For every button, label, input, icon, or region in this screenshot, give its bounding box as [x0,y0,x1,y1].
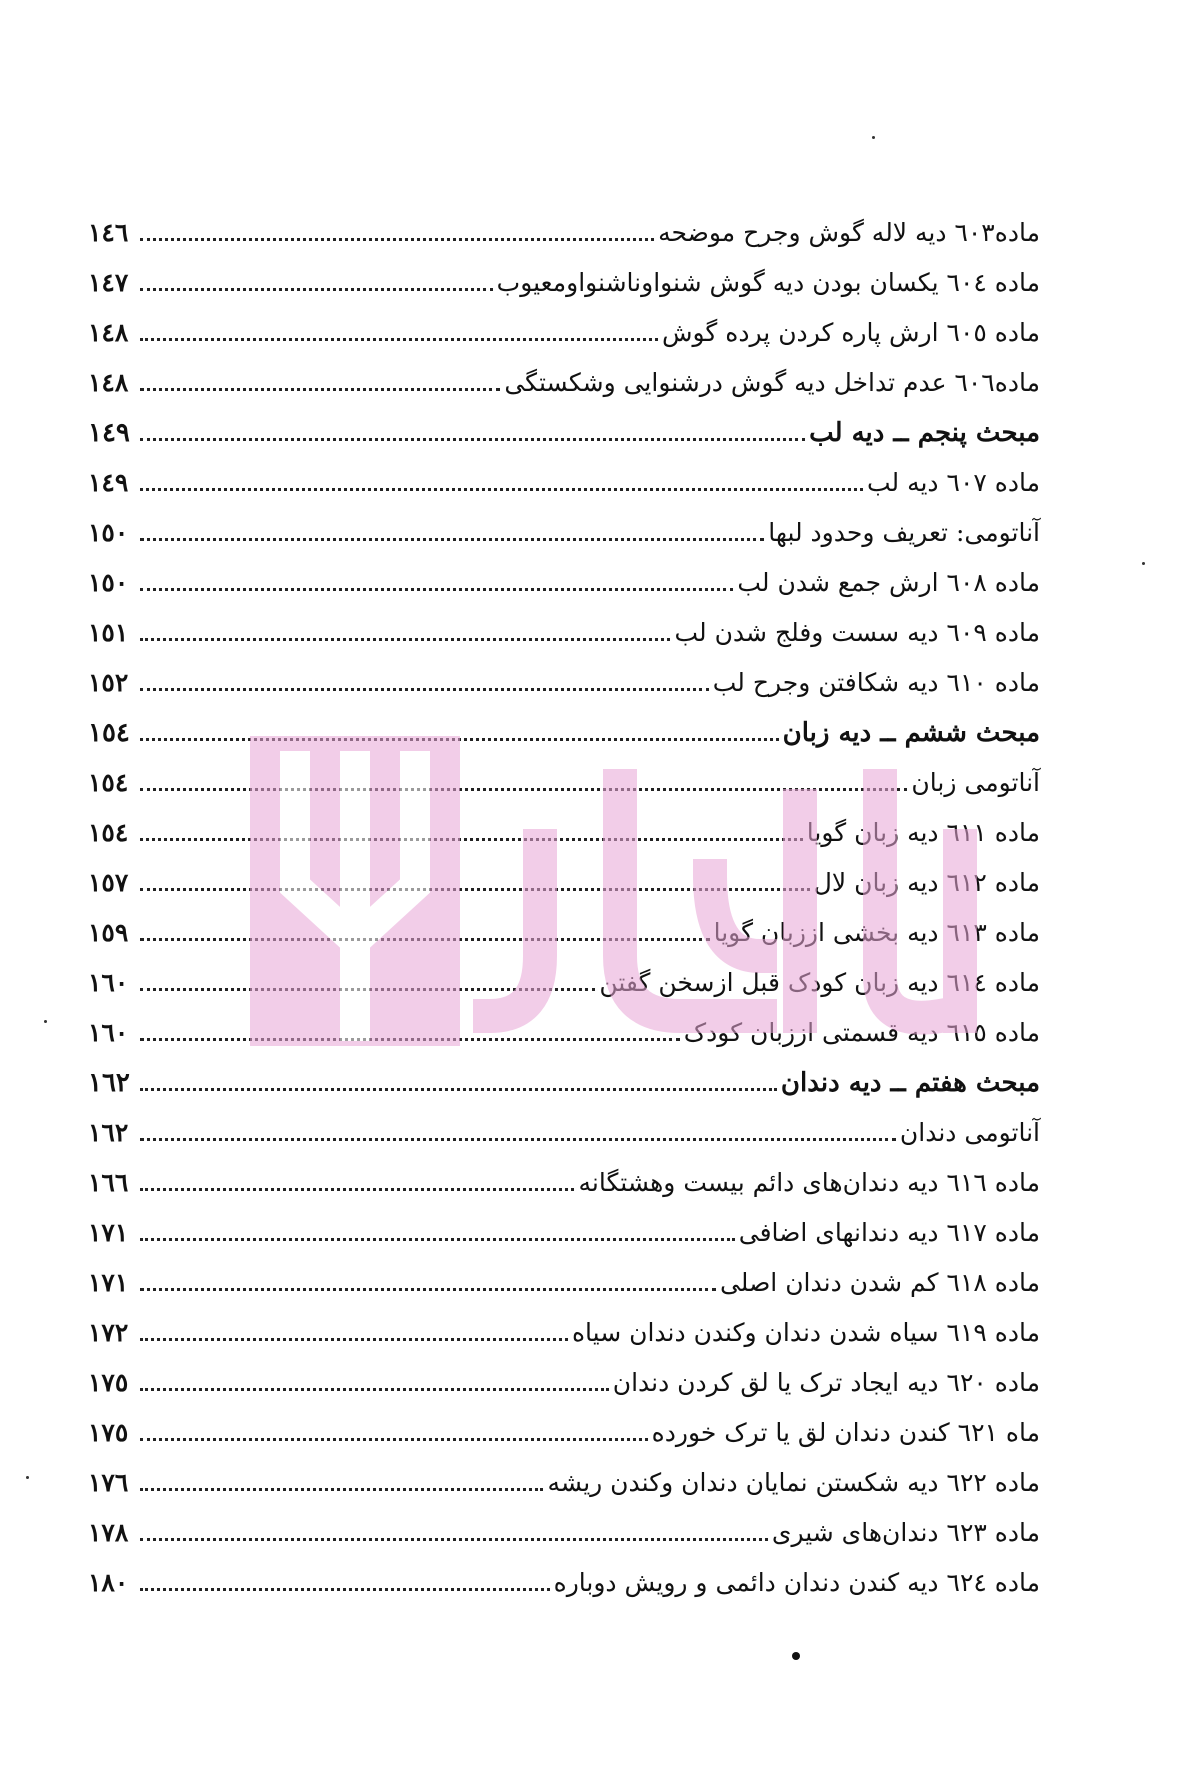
toc-entry-title: مبحث ششم ــ دیه زبان [782,718,1040,748]
toc-page-number: ١٥٤ [88,768,129,797]
toc-entry [88,1148,1040,1198]
toc-entry [88,498,1040,548]
toc-page-number: ١٧٦ [88,1468,129,1497]
toc-entry [88,548,1040,598]
dot-leader [140,1587,550,1591]
dot-leader [140,887,810,891]
toc-page-number: ١٦٠ [88,1018,129,1047]
toc-entry-title: ماده ٦٠٤ یکسان بودن دیه گوش شنواوناشنواومعیوب [496,268,1040,297]
toc-page-number: ١٤٧ [88,268,129,297]
dot-leader [140,387,500,391]
toc-entry [88,1248,1040,1298]
scan-speck [1142,562,1145,565]
toc-page-number: ١٦٦ [88,1168,129,1197]
toc-entry [88,748,1040,798]
toc-entry-title: ماده٦٠٦ عدم تداخل دیه گوش درشنوایی وشکستگی [504,368,1040,397]
dot-leader [140,1137,896,1141]
toc-page-number: ١٥٤ [88,818,129,847]
toc-section-heading [88,698,1040,748]
dot-leader [140,937,710,941]
toc-entry [88,1548,1040,1598]
toc-page-number: ١٥٧ [88,868,129,897]
toc-page-number: ١٤٦ [88,218,129,247]
toc-entry-title: ماده ٦١١ دیه زبان گویا [806,818,1040,847]
toc-entry [88,998,1040,1048]
toc-entry [88,298,1040,348]
dot-leader [140,1387,609,1391]
toc-entry-title: ماه ٦٢١ کندن دندان لق یا ترک خورده [651,1418,1040,1447]
dot-leader [140,837,803,841]
toc-page-number: ١٥٠ [88,568,129,597]
toc-entry [88,898,1040,948]
toc-entry-title: ماده٦٠٣ دیه لاله گوش وجرح موضحه [658,218,1040,247]
dot-leader [140,337,658,341]
dot-leader [140,487,863,491]
toc-page-number: ١٧١ [88,1268,129,1297]
toc-page-number: ١٥٢ [88,668,129,697]
toc-entry [88,598,1040,648]
toc-page-number: ١٥١ [88,618,129,647]
toc-page-number: ١٤٩ [88,468,129,497]
dot-leader [140,637,670,641]
toc-entry-title: ماده ٦٢٢ دیه شکستن نمایان دندان وکندن ریشه [547,1468,1040,1497]
toc-entry-title: ماده ٦١٤ دیه زبان کودک قبل ازسخن گفتن [599,968,1040,997]
toc-entry-title: ماده ٦١٠ دیه شکافتن وجرح لب [712,668,1040,697]
dot-leader [140,437,805,441]
toc-page-number: ١٥٠ [88,518,129,547]
toc-entry-title: ماده ٦٠٨ ارش جمع شدن لب [737,568,1040,597]
toc-entry-title: مبحث پنجم ــ دیه لب [809,418,1040,448]
toc-entry-title: ماده ٦٠٥ ارش پاره کردن پرده گوش [661,318,1040,347]
dot-leader [140,687,709,691]
toc-page-number: ١٧١ [88,1218,129,1247]
toc-entry [88,648,1040,698]
toc-entry [88,1448,1040,1498]
toc-entry-title: ماده ٦٠٧ دیه لب [866,468,1040,497]
toc-entry-title: ماده ٦١٣ دیه بخشی اززبان گویا [713,918,1040,947]
toc-entry [88,1198,1040,1248]
toc-entry [88,198,1040,248]
scan-speck [26,1476,29,1479]
dot-leader [140,1487,543,1491]
dot-leader [140,787,907,791]
toc-section-heading [88,1048,1040,1098]
toc-page-number: ١٦٢ [88,1068,130,1098]
toc-entry-title: ماده ٦٢٣ دندان‌های شیری [771,1518,1040,1547]
toc-entry-title: ماده ٦١٢ دیه زبان لال [813,868,1040,897]
toc-entry [88,1298,1040,1348]
toc-entry [88,448,1040,498]
toc-entry-title: ماده ٦١٩ سیاه شدن دندان وکندن دندان سیاه [571,1318,1040,1347]
toc-entry [88,798,1040,848]
dot-leader [140,1037,680,1041]
dot-leader [140,1537,768,1541]
toc-entry-title: مبحث هفتم ــ دیه دندان [780,1068,1040,1098]
table-of-contents [88,198,1040,1598]
toc-entry-title: ماده ٦١٦ دیه دندان‌های دائم بیست وهشتگانه [578,1168,1040,1197]
toc-entry-title: ماده ٦١٨ کم شدن دندان اصلی [719,1268,1040,1297]
toc-entry-title: ماده ٦٢٠ دیه ایجاد ترک یا لق کردن دندان [612,1368,1040,1397]
dot-leader [140,987,595,991]
toc-entry-title: آناتومی دندان [899,1118,1040,1147]
toc-section-heading [88,398,1040,448]
toc-entry [88,848,1040,898]
toc-page-number: ١٤٩ [88,418,130,448]
toc-entry-title: آناتومی زبان [911,768,1040,797]
toc-page-number: ١٧٢ [88,1318,129,1347]
toc-entry-title: ماده ٦١٧ دیه دندانهای اضافی [738,1218,1040,1247]
toc-entry [88,1348,1040,1398]
toc-page-number: ١٨٠ [88,1568,129,1597]
toc-entry [88,348,1040,398]
toc-entry [88,1398,1040,1448]
toc-page-number: ١٤٨ [88,368,129,397]
toc-page-number: ١٧٨ [88,1518,129,1547]
dot-leader [140,1237,735,1241]
dot-leader [140,537,764,541]
toc-entry-title: ماده ٦٢٤ دیه کندن دندان دائمی و رویش دوباره [553,1568,1040,1597]
scan-speck [44,1020,47,1023]
toc-entry [88,1498,1040,1548]
dot-leader [140,1337,568,1341]
scan-speck [872,136,875,139]
toc-page-number: ١٧٥ [88,1418,129,1447]
dot-leader [140,737,779,741]
toc-entry [88,948,1040,998]
dot-leader [140,1437,648,1441]
scan-dot [792,1652,800,1660]
dot-leader [140,237,654,241]
toc-page-number: ١٤٨ [88,318,129,347]
toc-page-number: ١٦٢ [88,1118,129,1147]
toc-entry [88,248,1040,298]
dot-leader [140,587,733,591]
toc-entry [88,1098,1040,1148]
dot-leader [140,1087,777,1091]
toc-page-number: ١٧٥ [88,1368,129,1397]
dot-leader [140,287,493,291]
toc-entry-title: ماده ٦٠٩ دیه سست وفلج شدن لب [674,618,1040,647]
toc-entry-title: ماده ٦١٥ دیه قسمتی اززبان کودک [683,1018,1040,1047]
toc-entry-title: آناتومی: تعریف وحدود لبها [768,518,1040,547]
dot-leader [140,1287,716,1291]
toc-page-number: ١٦٠ [88,968,129,997]
toc-page-number: ١٥٤ [88,718,130,748]
toc-page-number: ١٥٩ [88,918,129,947]
dot-leader [140,1187,574,1191]
